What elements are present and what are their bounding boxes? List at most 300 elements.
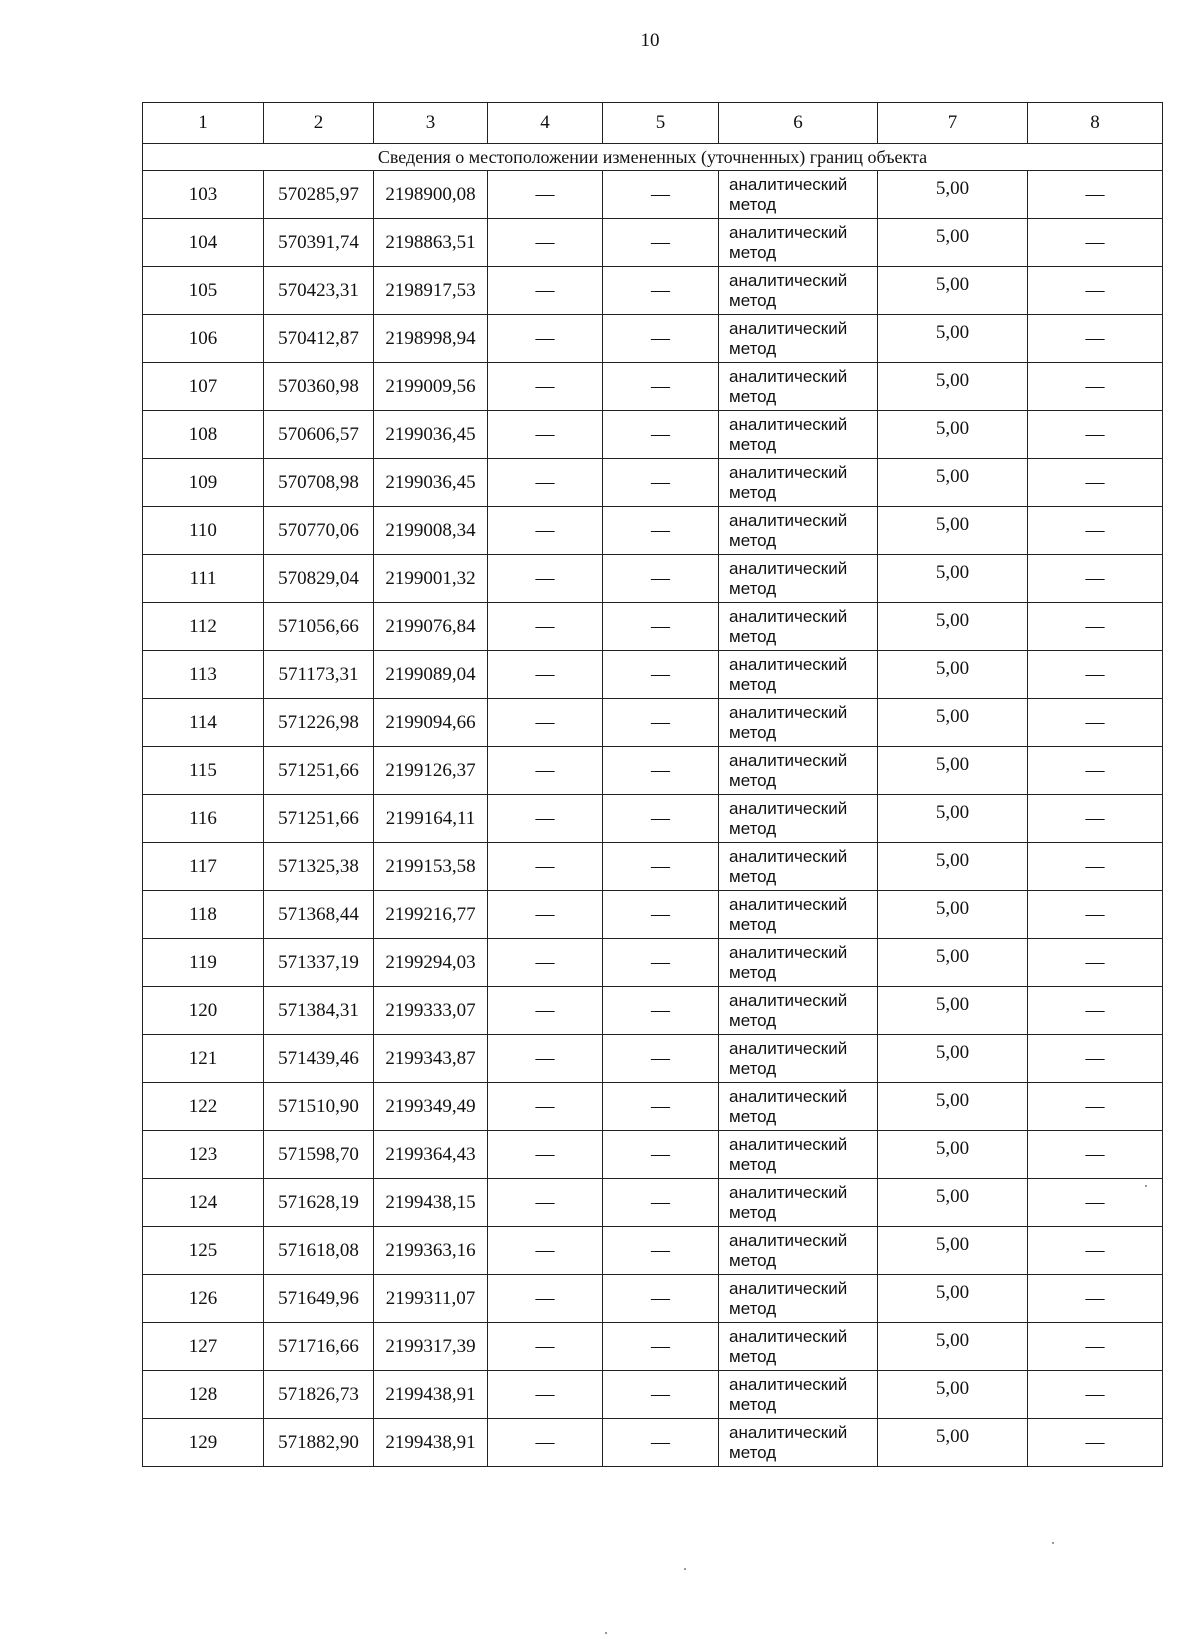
table-row [143,1131,1163,1179]
column-5-value: — [603,363,719,411]
point-number: 107 [143,363,264,411]
accuracy-value: 5,00 [935,993,970,1015]
table-row [143,987,1163,1035]
coordinate-y: 2199294,03 [374,939,488,987]
accuracy-value: 5,00 [935,1041,970,1063]
table-row [143,1227,1163,1275]
method-line-2: метод [729,1154,777,1174]
coordinate-x: 571384,31 [264,987,374,1035]
column-8-value: — [1028,1371,1163,1419]
scan-speck [1145,1185,1147,1187]
method-cell [719,795,878,843]
coordinate-y: 2198900,08 [374,171,488,219]
accuracy-value-cell [878,1227,1028,1275]
column-number-row [143,103,1163,144]
accuracy-value: 5,00 [935,1329,970,1351]
table-row [143,699,1163,747]
method-line-2: метод [729,674,777,694]
point-number: 124 [143,1179,264,1227]
method-line-2: метод [729,1346,777,1366]
column-4-value: — [488,1227,603,1275]
method-line-1: аналитический [729,366,848,386]
method-line-2: метод [729,434,777,454]
column-5-value: — [603,1083,719,1131]
column-8-value: — [1028,1179,1163,1227]
accuracy-value-cell [878,507,1028,555]
column-4-value: — [488,507,603,555]
scan-speck [605,1632,607,1634]
column-4-value: — [488,411,603,459]
coordinate-x: 571226,98 [264,699,374,747]
table-row [143,411,1163,459]
method-line-1: аналитический [729,1134,848,1154]
accuracy-value: 5,00 [935,1425,970,1447]
column-5-value: — [603,843,719,891]
section-caption: Сведения о местоположении измененных (уточненных) границ объекта [143,144,1163,171]
column-4-value: — [488,603,603,651]
coordinate-x: 570770,06 [264,507,374,555]
table-row [143,267,1163,315]
coordinate-y: 2198998,94 [374,315,488,363]
column-4-value: — [488,1035,603,1083]
method-line-1: аналитический [729,606,848,626]
coordinate-y: 2199164,11 [374,795,488,843]
column-5-value: — [603,795,719,843]
accuracy-value: 5,00 [935,945,970,967]
method-cell [719,459,878,507]
accuracy-value: 5,00 [935,1089,970,1111]
point-number: 111 [143,555,264,603]
column-5-value: — [603,1227,719,1275]
accuracy-value-cell [878,363,1028,411]
method-line-1: аналитический [729,990,848,1010]
table-row [143,459,1163,507]
method-line-1: аналитический [729,1326,848,1346]
column-8-value: — [1028,1323,1163,1371]
method-cell [719,1179,878,1227]
method-cell [719,747,878,795]
method-cell [719,651,878,699]
accuracy-value-cell [878,1371,1028,1419]
coordinate-x: 571826,73 [264,1371,374,1419]
scan-speck [1052,1542,1054,1544]
column-8-value: — [1028,651,1163,699]
accuracy-value: 5,00 [935,273,970,295]
accuracy-value: 5,00 [935,1377,970,1399]
method-line-1: аналитический [729,270,848,290]
coordinate-y: 2199008,34 [374,507,488,555]
column-8-value: — [1028,1275,1163,1323]
method-line-2: метод [729,962,777,982]
point-number: 112 [143,603,264,651]
method-line-2: метод [729,1250,777,1270]
coordinate-x: 570360,98 [264,363,374,411]
coordinate-x: 571368,44 [264,891,374,939]
column-4-value: — [488,747,603,795]
method-line-2: метод [729,770,777,790]
point-number: 105 [143,267,264,315]
method-line-1: аналитический [729,942,848,962]
method-line-1: аналитический [729,1086,848,1106]
point-number: 115 [143,747,264,795]
table-row [143,363,1163,411]
accuracy-value: 5,00 [935,1281,970,1303]
column-5-value: — [603,699,719,747]
table-row [143,1323,1163,1371]
table-row [143,603,1163,651]
accuracy-value: 5,00 [935,417,970,439]
accuracy-value-cell [878,939,1028,987]
column-8-value: — [1028,843,1163,891]
accuracy-value: 5,00 [935,177,970,199]
point-number: 119 [143,939,264,987]
method-line-1: аналитический [729,1374,848,1394]
column-5-value: — [603,1323,719,1371]
point-number: 129 [143,1419,264,1467]
method-cell [719,1083,878,1131]
point-number: 104 [143,219,264,267]
table-row [143,939,1163,987]
column-8-value: — [1028,699,1163,747]
table-row [143,171,1163,219]
coordinate-x: 571598,70 [264,1131,374,1179]
column-8-value: — [1028,363,1163,411]
point-number: 127 [143,1323,264,1371]
column-8-value: — [1028,171,1163,219]
column-8-value: — [1028,219,1163,267]
accuracy-value-cell [878,747,1028,795]
coordinate-y: 2199311,07 [374,1275,488,1323]
column-4-value: — [488,363,603,411]
method-cell [719,363,878,411]
column-5-value: — [603,1179,719,1227]
accuracy-value-cell [878,1083,1028,1131]
table-row [143,843,1163,891]
column-5-value: — [603,267,719,315]
column-5-value: — [603,603,719,651]
coordinate-x: 571325,38 [264,843,374,891]
coordinate-x: 570606,57 [264,411,374,459]
coordinate-x: 571618,08 [264,1227,374,1275]
table-row [143,891,1163,939]
method-cell [719,315,878,363]
column-5-value: — [603,219,719,267]
method-line-1: аналитический [729,894,848,914]
method-line-2: метод [729,290,777,310]
method-cell [719,1371,878,1419]
coordinate-x: 571439,46 [264,1035,374,1083]
method-cell [719,939,878,987]
column-4-value: — [488,987,603,1035]
coordinate-x: 571173,31 [264,651,374,699]
column-5-value: — [603,555,719,603]
accuracy-value-cell [878,1419,1028,1467]
method-line-2: метод [729,626,777,646]
method-line-2: метод [729,866,777,886]
coordinate-y: 2199438,15 [374,1179,488,1227]
method-cell [719,603,878,651]
column-4-value: — [488,171,603,219]
column-4-value: — [488,1419,603,1467]
point-number: 128 [143,1371,264,1419]
page-number-text: 10 [640,30,660,51]
method-cell [719,411,878,459]
coordinates-table-container [142,102,1162,1467]
accuracy-value: 5,00 [935,657,970,679]
page-number [0,30,1200,52]
accuracy-value: 5,00 [935,465,970,487]
point-number: 118 [143,891,264,939]
coordinate-y: 2199036,45 [374,411,488,459]
column-number: 3 [374,103,488,144]
coordinate-x: 571628,19 [264,1179,374,1227]
coordinate-x: 570391,74 [264,219,374,267]
method-cell [719,219,878,267]
column-5-value: — [603,651,719,699]
accuracy-value: 5,00 [935,1185,970,1207]
point-number: 122 [143,1083,264,1131]
accuracy-value-cell [878,267,1028,315]
table-row [143,555,1163,603]
method-line-1: аналитический [729,1182,848,1202]
method-line-1: аналитический [729,174,848,194]
accuracy-value-cell [878,1035,1028,1083]
column-number: 5 [603,103,719,144]
coordinate-x: 571716,66 [264,1323,374,1371]
point-number: 123 [143,1131,264,1179]
coordinate-y: 2198863,51 [374,219,488,267]
accuracy-value-cell [878,1323,1028,1371]
coordinate-y: 2199126,37 [374,747,488,795]
table-row [143,1371,1163,1419]
coordinate-x: 571649,96 [264,1275,374,1323]
table-row [143,219,1163,267]
coordinate-y: 2199317,39 [374,1323,488,1371]
column-5-value: — [603,939,719,987]
column-4-value: — [488,1083,603,1131]
accuracy-value-cell [878,651,1028,699]
column-8-value: — [1028,987,1163,1035]
column-number: 6 [719,103,878,144]
method-line-1: аналитический [729,1038,848,1058]
point-number: 117 [143,843,264,891]
column-8-value: — [1028,795,1163,843]
column-number: 4 [488,103,603,144]
coordinate-x: 571251,66 [264,747,374,795]
accuracy-value: 5,00 [935,753,970,775]
point-number: 110 [143,507,264,555]
method-cell [719,1275,878,1323]
coordinate-y: 2199036,45 [374,459,488,507]
method-line-1: аналитический [729,222,848,242]
method-line-2: метод [729,818,777,838]
coordinate-y: 2199343,87 [374,1035,488,1083]
coordinate-y: 2199333,07 [374,987,488,1035]
coordinate-x: 570285,97 [264,171,374,219]
coordinate-y: 2199094,66 [374,699,488,747]
column-number: 7 [878,103,1028,144]
column-5-value: — [603,1275,719,1323]
point-number: 116 [143,795,264,843]
coordinate-y: 2199153,58 [374,843,488,891]
method-cell [719,987,878,1035]
coordinate-y: 2199216,77 [374,891,488,939]
coordinate-y: 2199089,04 [374,651,488,699]
accuracy-value-cell [878,219,1028,267]
column-4-value: — [488,555,603,603]
column-5-value: — [603,891,719,939]
accuracy-value: 5,00 [935,369,970,391]
column-5-value: — [603,459,719,507]
column-5-value: — [603,987,719,1035]
point-number: 106 [143,315,264,363]
accuracy-value: 5,00 [935,1137,970,1159]
column-4-value: — [488,1371,603,1419]
method-cell [719,1131,878,1179]
method-line-2: метод [729,1106,777,1126]
column-5-value: — [603,315,719,363]
accuracy-value-cell [878,891,1028,939]
accuracy-value-cell [878,1275,1028,1323]
table-row [143,1083,1163,1131]
column-8-value: — [1028,315,1163,363]
coordinate-x: 570412,87 [264,315,374,363]
column-8-value: — [1028,891,1163,939]
table-row [143,1035,1163,1083]
accuracy-value-cell [878,987,1028,1035]
column-5-value: — [603,411,719,459]
column-8-value: — [1028,1131,1163,1179]
method-line-2: метод [729,914,777,934]
method-line-2: метод [729,1442,777,1462]
table-row [143,507,1163,555]
point-number: 126 [143,1275,264,1323]
method-cell [719,699,878,747]
column-4-value: — [488,1131,603,1179]
method-cell [719,1323,878,1371]
column-8-value: — [1028,1419,1163,1467]
column-4-value: — [488,843,603,891]
accuracy-value-cell [878,411,1028,459]
table-row [143,651,1163,699]
scan-speck [684,1568,686,1570]
point-number: 109 [143,459,264,507]
accuracy-value: 5,00 [935,609,970,631]
column-5-value: — [603,1371,719,1419]
column-8-value: — [1028,411,1163,459]
column-4-value: — [488,219,603,267]
point-number: 113 [143,651,264,699]
method-line-1: аналитический [729,462,848,482]
method-line-1: аналитический [729,654,848,674]
coordinate-y: 2198917,53 [374,267,488,315]
point-number: 120 [143,987,264,1035]
method-cell [719,267,878,315]
accuracy-value-cell [878,1131,1028,1179]
accuracy-value: 5,00 [935,1233,970,1255]
column-4-value: — [488,1323,603,1371]
column-4-value: — [488,939,603,987]
table-row [143,795,1163,843]
coordinate-x: 571251,66 [264,795,374,843]
coordinate-x: 570423,31 [264,267,374,315]
coordinate-y: 2199076,84 [374,603,488,651]
column-8-value: — [1028,1083,1163,1131]
method-line-2: метод [729,338,777,358]
method-line-1: аналитический [729,1230,848,1250]
accuracy-value: 5,00 [935,897,970,919]
point-number: 125 [143,1227,264,1275]
method-cell [719,171,878,219]
method-line-1: аналитический [729,846,848,866]
method-cell [719,1227,878,1275]
accuracy-value-cell [878,315,1028,363]
method-line-1: аналитический [729,414,848,434]
method-line-1: аналитический [729,1278,848,1298]
method-cell [719,843,878,891]
table-row [143,1419,1163,1467]
accuracy-value-cell [878,555,1028,603]
method-line-1: аналитический [729,558,848,578]
coordinate-y: 2199349,49 [374,1083,488,1131]
column-8-value: — [1028,555,1163,603]
column-5-value: — [603,1131,719,1179]
method-cell [719,1419,878,1467]
method-line-2: метод [729,1394,777,1414]
method-line-2: метод [729,1298,777,1318]
method-line-2: метод [729,722,777,742]
accuracy-value: 5,00 [935,513,970,535]
method-line-2: метод [729,386,777,406]
column-number: 8 [1028,103,1163,144]
accuracy-value: 5,00 [935,561,970,583]
method-line-2: метод [729,242,777,262]
column-4-value: — [488,1179,603,1227]
point-number: 114 [143,699,264,747]
accuracy-value: 5,00 [935,801,970,823]
coordinate-y: 2199009,56 [374,363,488,411]
method-line-2: метод [729,1058,777,1078]
column-5-value: — [603,1419,719,1467]
column-number: 1 [143,103,264,144]
column-4-value: — [488,699,603,747]
point-number: 108 [143,411,264,459]
method-cell [719,1035,878,1083]
method-line-1: аналитический [729,750,848,770]
coordinates-table [142,102,1163,1467]
accuracy-value: 5,00 [935,321,970,343]
accuracy-value: 5,00 [935,705,970,727]
table-body [143,171,1163,1467]
column-8-value: — [1028,939,1163,987]
accuracy-value-cell [878,699,1028,747]
method-cell [719,891,878,939]
method-line-2: метод [729,194,777,214]
column-number: 2 [264,103,374,144]
method-line-2: метод [729,578,777,598]
method-line-1: аналитический [729,1422,848,1442]
column-8-value: — [1028,267,1163,315]
column-4-value: — [488,1275,603,1323]
point-number: 103 [143,171,264,219]
column-8-value: — [1028,1227,1163,1275]
column-4-value: — [488,651,603,699]
accuracy-value-cell [878,603,1028,651]
coordinate-x: 571510,90 [264,1083,374,1131]
accuracy-value-cell [878,795,1028,843]
column-4-value: — [488,795,603,843]
method-line-1: аналитический [729,510,848,530]
